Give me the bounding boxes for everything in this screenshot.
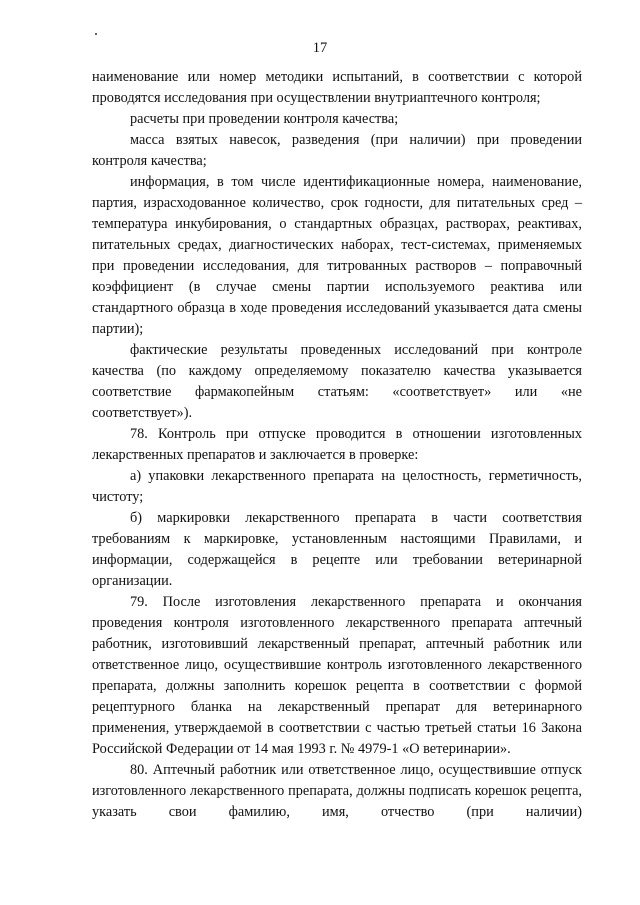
document-body [92, 67, 582, 823]
paragraph-sample-mass: масса взятых навесок, разведения (при наличии) при проведении контроля качества; [92, 132, 582, 169]
paragraph-item-78-b: б) маркировки лекарственного препарата в части соответствия требованиям к маркировке, установленным настоящими Правилами, и информации, содержащейся в рецепте или требовании ветеринарной организации. [92, 510, 582, 589]
scan-artifact-dot [95, 33, 97, 35]
paragraph-calculations: расчеты при проведении контроля качества; [130, 111, 399, 127]
paragraph-reagent-info: информация, в том числе идентификационные номера, наименование, партия, израсходованное количество, срок годности, для питательных сред – температура инкубирования, о стандартных образцах, растворах, реактивах, питательных средах, диагностических наборах, тест-системах, применяемых при проведении исследования, для титрованных растворов – поправочный коэффициент (в случае смены партии используемого реактива или стандартного образца в ходе проведения исследований указывается дата смены партии); [92, 174, 582, 337]
paragraph-method-name: наименование или номер методики испытаний, в соответствии с которой проводятся исследования при осуществлении внутриаптечного контроля; [92, 69, 582, 106]
page-number: 17 [312, 40, 328, 56]
paragraph-item-78: 78. Контроль при отпуске проводится в отношении изготовленных лекарственных препаратов и заключается в проверке: [92, 426, 582, 463]
paragraph-actual-results: фактические результаты проведенных исследований при контроле качества (по каждому определяемому показателю качества указывается соответствие фармакопейным статьям: «соответствует» или «не соответствует»). [92, 342, 582, 421]
paragraph-item-79: 79. После изготовления лекарственного препарата и окончания проведения контроля изготовленного лекарственного препарата аптечный работник, изготовивший лекарственный препарат, аптечный работник или ответственное лицо, осуществившие контроль изготовленного лекарственного препарата, должны заполнить корешок рецепта в соответствии с формой рецептурного бланка на лекарственный препарат для ветеринарного применения, утверждаемой в соответствии с частью третьей статьи 16 Закона Российской Федерации от 14 мая 1993 г. № 4979-1 «О ветеринарии». [92, 594, 582, 757]
paragraph-item-80: 80. Аптечный работник или ответственное лицо, осуществившие отпуск изготовленного лекарственного препарата, должны подписать корешок рецепта, указать свои фамилию, имя, отчество (при наличии) [92, 762, 582, 820]
paragraph-item-78-a: а) упаковки лекарственного препарата на целостность, герметичность, чистоту; [92, 468, 582, 505]
